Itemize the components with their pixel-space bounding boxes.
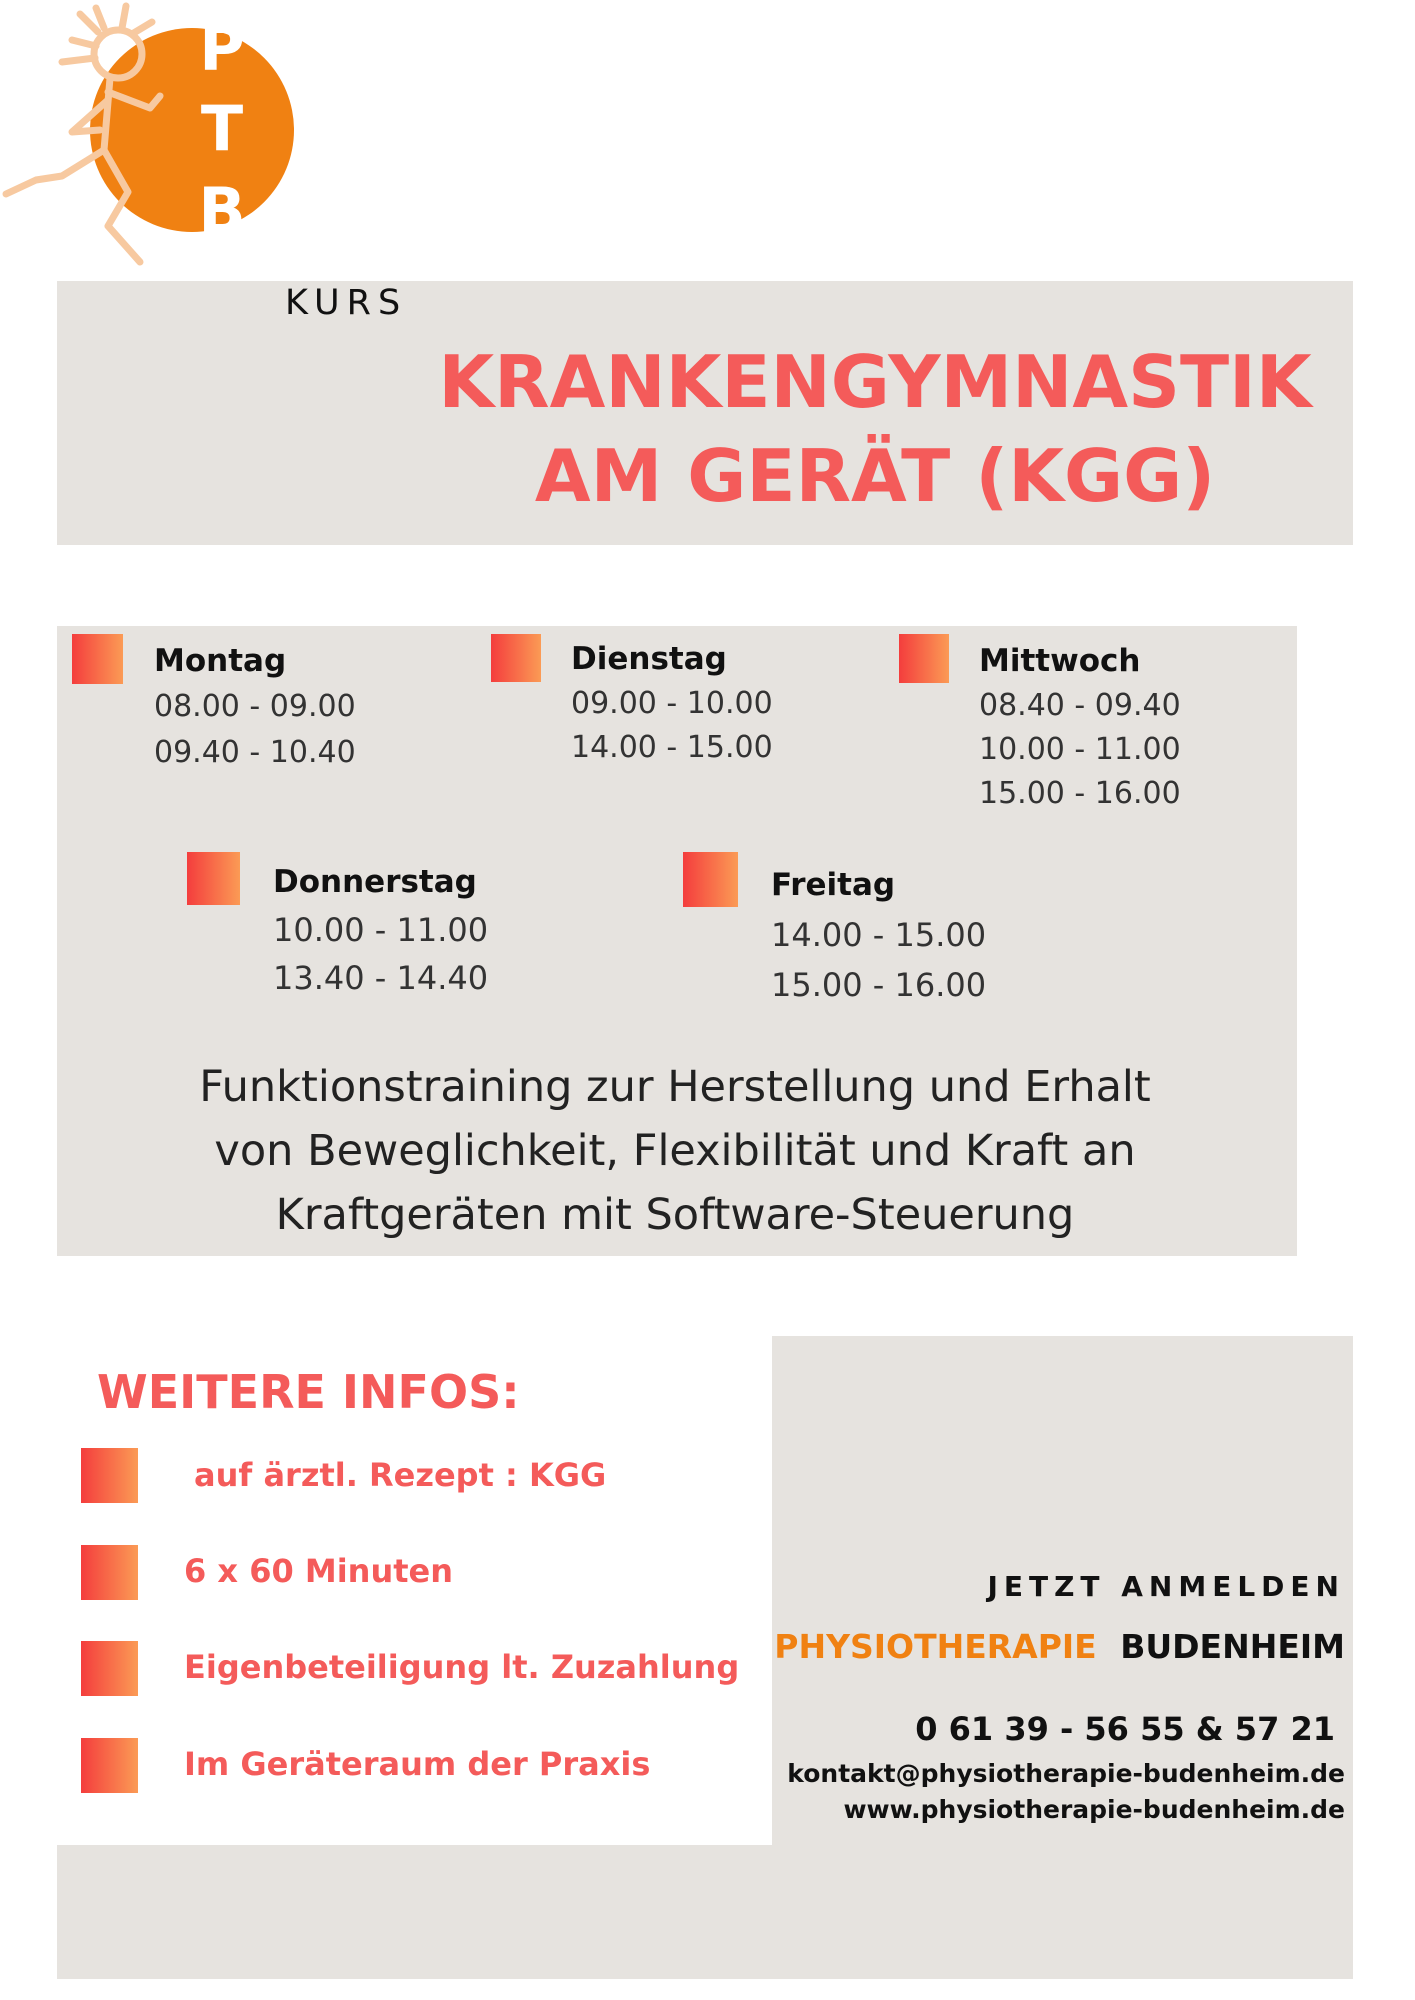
- day-block-donnerstag: [273, 858, 488, 1002]
- time-slot: 10.00 - 11.00: [979, 732, 1181, 767]
- day-name: Dienstag: [571, 641, 727, 677]
- course-description: [120, 1055, 1230, 1247]
- logo-letter-b: B: [198, 174, 246, 247]
- description-line: von Beweglichkeit, Flexibilität und Kraft an: [214, 1126, 1136, 1176]
- bullet-square-icon: [81, 1448, 138, 1503]
- title-line-1: KRANKENGYMNASTIK: [438, 340, 1312, 424]
- ptb-logo: [0, 0, 300, 270]
- email-address: kontakt@physiotherapie-budenheim.de: [787, 1759, 1345, 1788]
- info-item: Im Geräteraum der Praxis: [184, 1745, 651, 1783]
- day-name: Freitag: [771, 867, 896, 903]
- description-line: Funktionstraining zur Herstellung und Erhalt: [199, 1062, 1151, 1112]
- bullet-square-icon: [683, 852, 738, 907]
- day-block-montag: [154, 638, 356, 776]
- time-slot: 14.00 - 15.00: [771, 916, 987, 954]
- time-slot: 15.00 - 16.00: [979, 776, 1181, 811]
- day-block-freitag: [771, 860, 986, 1010]
- infos-heading: WEITERE INFOS:: [97, 1365, 520, 1419]
- bullet-square-icon: [81, 1738, 138, 1793]
- bullet-square-icon: [72, 634, 123, 684]
- phone-number: 0 61 39 - 56 55 & 57 21: [915, 1710, 1335, 1748]
- time-slot: 08.40 - 09.40: [979, 688, 1181, 723]
- brand-part-physiotherapie: PHYSIOTHERAPIE: [774, 1627, 1097, 1666]
- website-url: www.physiotherapie-budenheim.de: [843, 1795, 1345, 1824]
- day-name: Mittwoch: [979, 643, 1141, 679]
- time-slot: 09.00 - 10.00: [571, 686, 773, 721]
- day-name: Montag: [154, 643, 287, 679]
- bullet-square-icon: [491, 634, 541, 682]
- day-block-dienstag: [571, 637, 773, 770]
- logo-letter-t: T: [200, 92, 244, 165]
- footer-band: [57, 1845, 1353, 1979]
- bullet-square-icon: [187, 852, 240, 905]
- time-slot: 14.00 - 15.00: [571, 730, 773, 765]
- time-slot: 10.00 - 11.00: [273, 911, 489, 949]
- title-line-2: AM GERÄT (KGG): [534, 434, 1216, 518]
- signup-cta: JETZT ANMELDEN: [987, 1570, 1345, 1603]
- description-line: Kraftgeräten mit Software-Steuerung: [275, 1190, 1075, 1240]
- brand-part-budenheim: BUDENHEIM: [1120, 1627, 1345, 1666]
- bullet-square-icon: [81, 1641, 138, 1696]
- page-title: [405, 335, 1345, 523]
- info-item: Eigenbeteiligung lt. Zuzahlung: [184, 1648, 740, 1686]
- time-slot: 09.40 - 10.40: [154, 735, 356, 770]
- course-label: KURS: [285, 283, 408, 323]
- day-name: Donnerstag: [273, 864, 477, 900]
- brand-name: [774, 1627, 1345, 1666]
- logo-letter-p: P: [199, 12, 245, 85]
- bullet-square-icon: [899, 634, 949, 683]
- time-slot: 15.00 - 16.00: [771, 966, 987, 1004]
- info-item: 6 x 60 Minuten: [184, 1552, 454, 1590]
- day-block-mittwoch: [979, 639, 1181, 816]
- info-item: auf ärztl. Rezept : KGG: [194, 1456, 607, 1494]
- bullet-square-icon: [81, 1545, 138, 1600]
- time-slot: 08.00 - 09.00: [154, 689, 356, 724]
- time-slot: 13.40 - 14.40: [273, 959, 489, 997]
